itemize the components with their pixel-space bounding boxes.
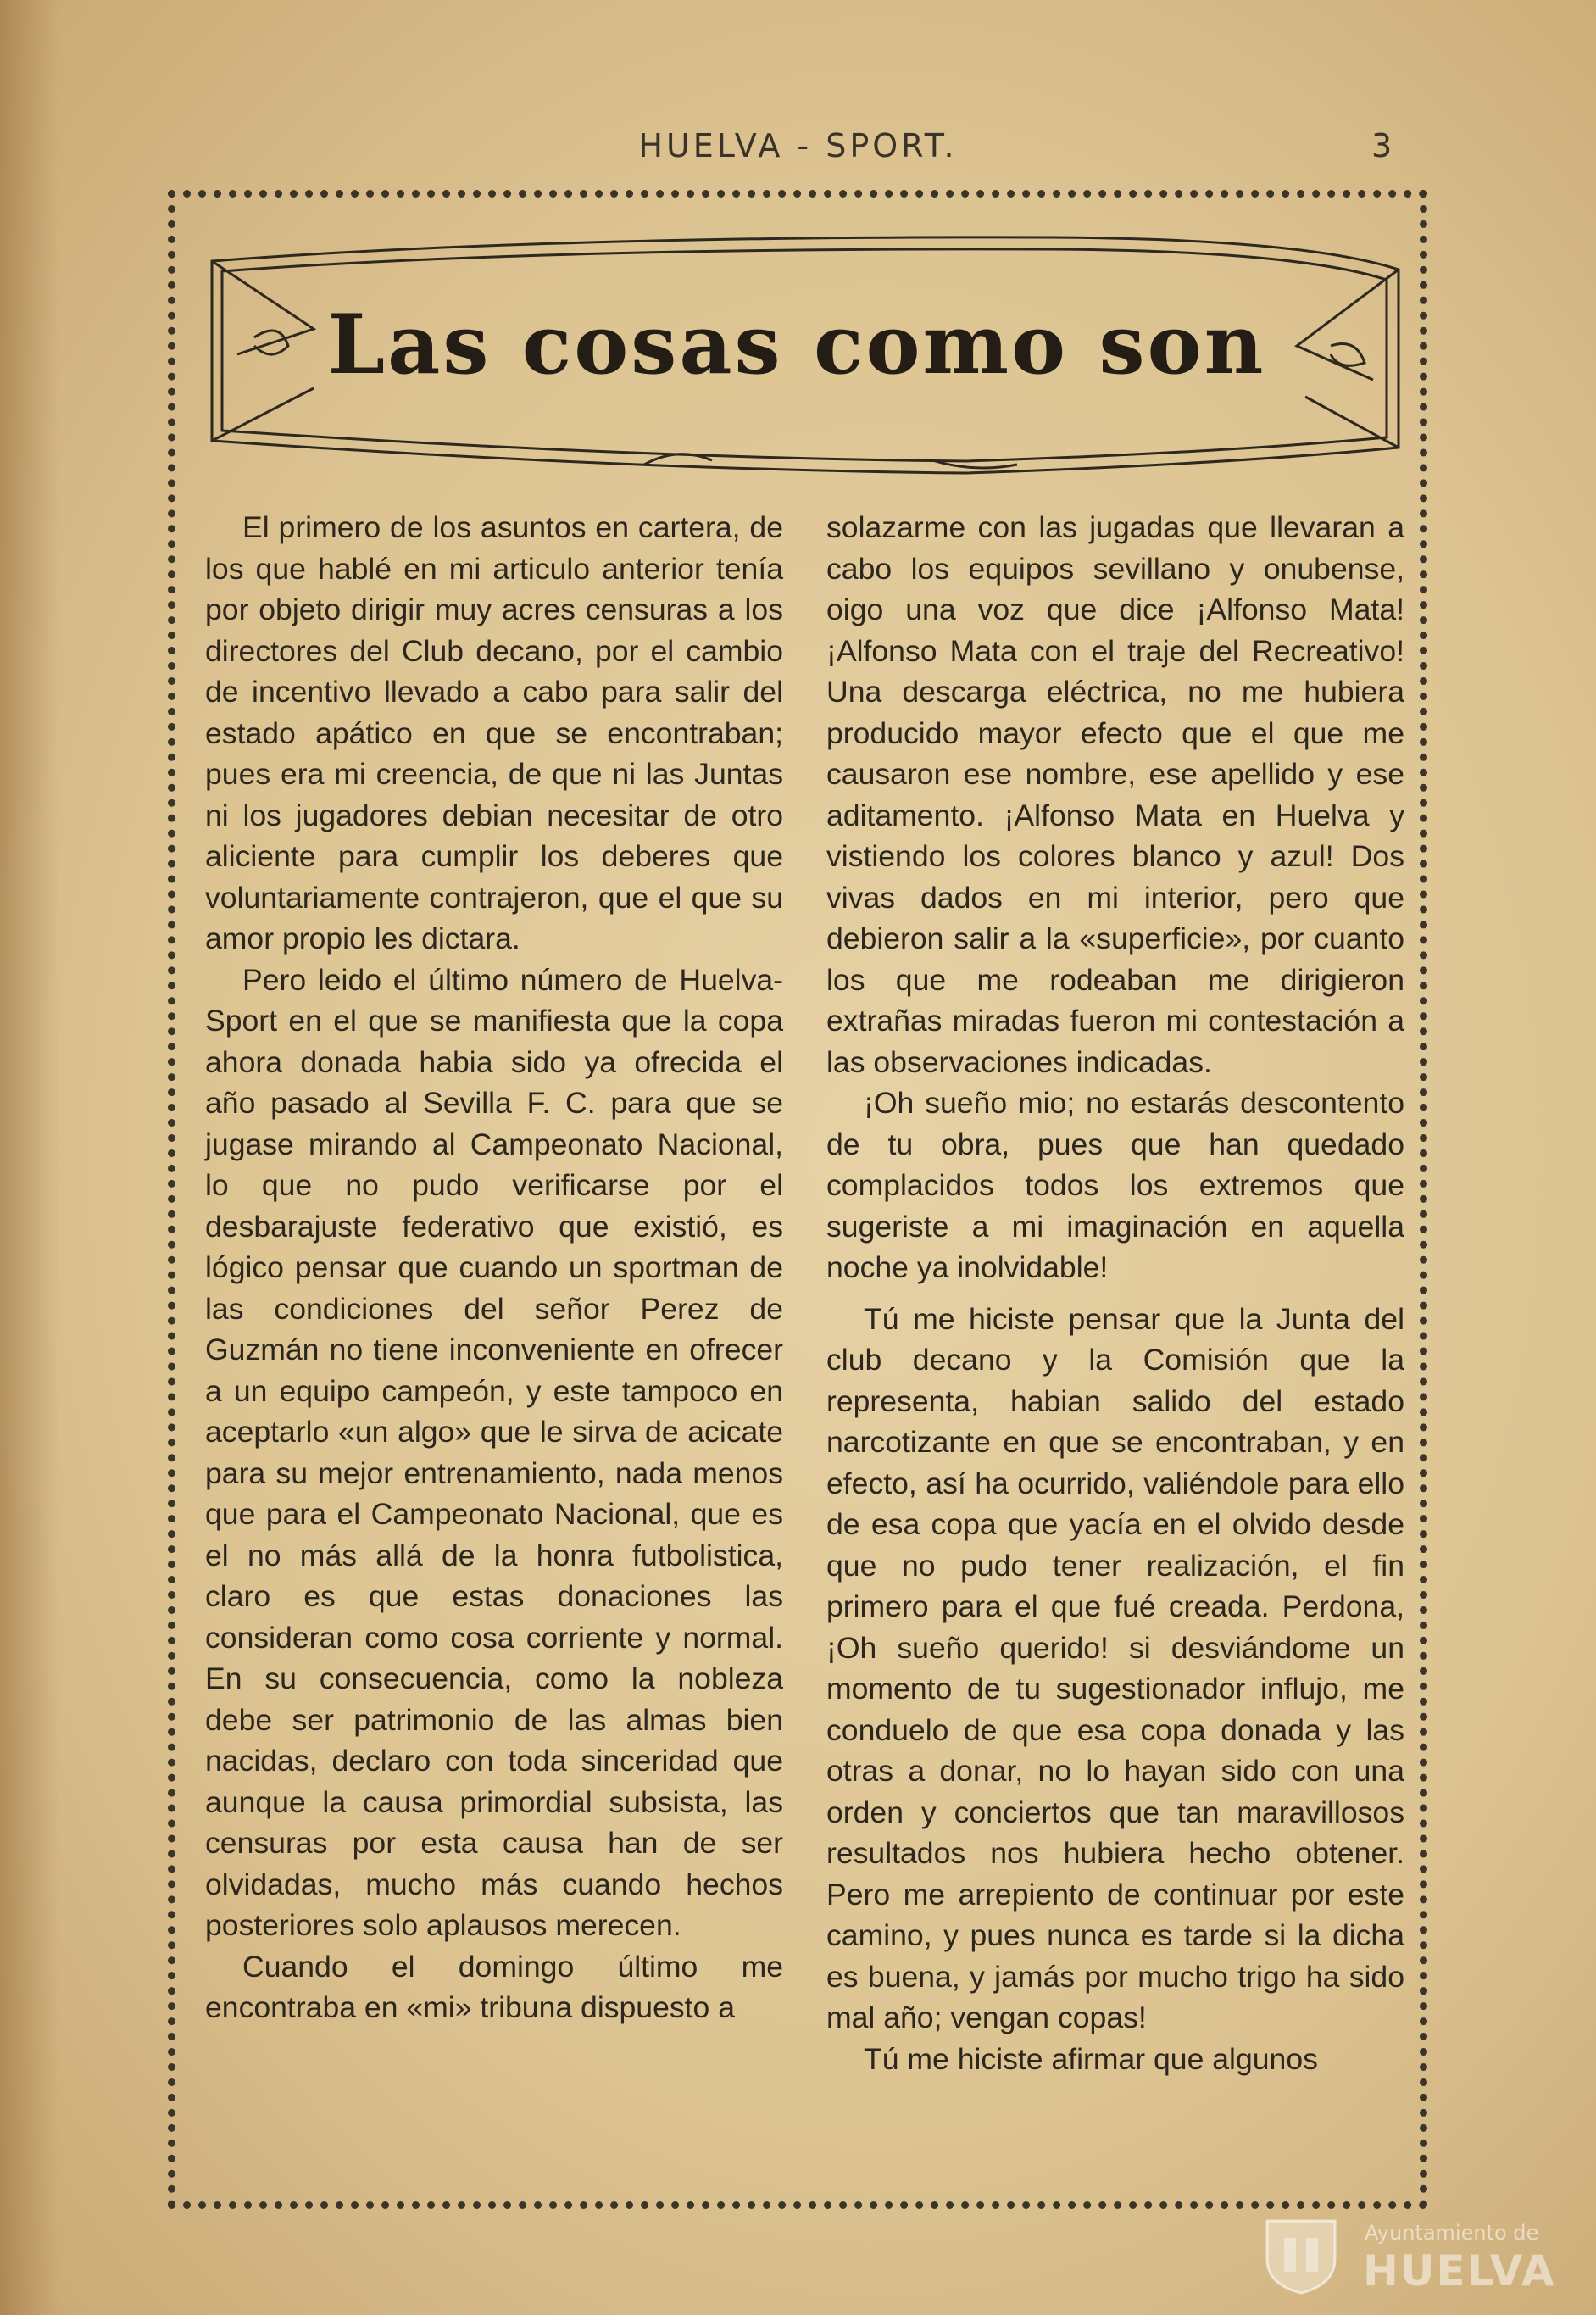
paragraph: ¡Oh sueño mio; no estarás descontento de tu obra, pues que han quedado complacidos todos los extremos que sugeriste a mi imaginación en aquella noche ya inolvidable! bbox=[826, 1086, 1404, 1284]
page-edge-shadow bbox=[0, 0, 59, 2315]
coat-of-arms-icon bbox=[1254, 2212, 1348, 2297]
left-column bbox=[205, 507, 783, 2028]
paragraph: Tú me hiciste afirmar que algunos bbox=[864, 2041, 1318, 2076]
article-title: Las cosas como son bbox=[327, 297, 1266, 392]
running-header: HUELVA - SPORT. bbox=[638, 127, 958, 164]
paragraph: solazarme con las jugadas que llevaran a cabo los equipos sevillano y onubense, oigo una voz que dice ¡Alfonso Mata! ¡Alfonso Mata con el traje del Recreativo! Una descarga eléctrica, no me hubiera producido mayor efecto que el que me causaron ese nombre, ese apellido y ese aditamento. ¡Alfonso Mata en Huelva y vistiendo los colores blanco y azul! Dos vivas dados en mi interior, pero que debieron salir a la «superficie», por cuanto los que me rodeaban me dirigieron extrañas miradas fueron mi contestación a las observaciones indicadas. bbox=[826, 510, 1404, 1079]
watermark-line1: Ayuntamiento de bbox=[1365, 2221, 1539, 2245]
archive-watermark bbox=[1254, 2212, 1560, 2297]
paragraph: Tú me hiciste pensar que la Junta del club decano y la Comisión que la representa, habian salido del estado narcotizante en que se encontraban, y en efecto, así ha ocurrido, valiéndole para ello de esa copa que yacía en el olvido desde que no pudo tener realización, el fin primero para el que fué creada. Perdona, ¡Oh sueño querido! si desviándome un momento de tu sugestionador influjo, me conduelo de que esa copa donada y las otras a donar, no lo hayan sido con una orden y conciertos que tan maravillosos resultados nos hubiera hecho obtener. Pero me arrepiento de continuar por este camino, y pues nunca es tarde si la dicha es buena, y jamás por mucho trigo ha sido mal año; vengan copas! bbox=[826, 1301, 1404, 2034]
watermark-line2: HUELVA bbox=[1363, 2246, 1556, 2296]
paragraph: Pero leido el último número de Huelva-Sport en el que se manifiesta que la copa ahora donada habia sido ya ofrecida el año pasado al Sevilla F. C. para que se jugase mirando al Campeonato Nacional, lo que no pudo verificarse por el desbarajuste federativo que existió, es lógico pensar que cuando un sportman de las condiciones del señor Perez de Guzmán no tiene inconveniente en ofrecer a un equipo campeón, y este tampoco en aceptarlo «un algo» que le sirva de acicate para su mejor entrenamiento, nada menos que para el Campeonato Nacional, que es el no más allá de la honra futbolistica, claro es que estas donaciones las consideran como cosa corriente y normal. En su consecuencia, como la nobleza debe ser patrimonio de las almas bien nacidas, declaro con toda sinceridad que aunque la causa primordial subsista, las censuras por esta causa han de ser olvidadas, mucho más cuando hechos posteriores solo aplausos merecen. bbox=[205, 962, 783, 1942]
right-column bbox=[826, 507, 1404, 2079]
paragraph: Cuando el domingo último me encontraba en «mi» tribuna dispuesto a bbox=[205, 1949, 783, 2024]
page-number: 3 bbox=[1371, 127, 1393, 164]
paragraph: El primero de los asuntos en cartera, de los que hablé en mi articulo anterior tenía por objeto dirigir muy acres censuras a los directores del Club decano, por el cambio de incentivo llevado a cabo para salir del estado apático en que se encontraban; pues era mi creencia, de que ni las Juntas ni los jugadores debian necesitar de otro aliciente para cumplir los deberes que voluntariamente contrajeron, que el que su amor propio les dictara. bbox=[205, 510, 783, 955]
